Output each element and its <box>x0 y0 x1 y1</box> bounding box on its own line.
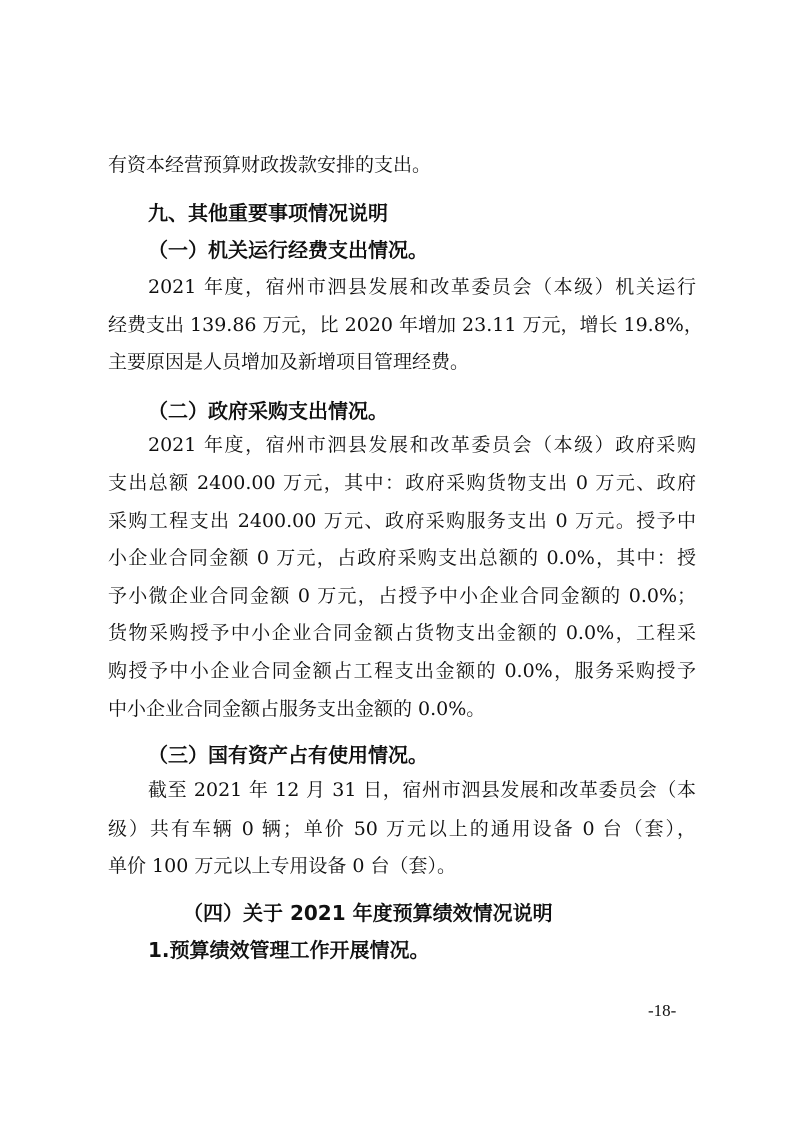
body-line: 主要原因是人员增加及新增项目管理经费。 <box>108 351 470 373</box>
subsection-heading: （一）机关运行经费支出情况。 <box>148 238 428 262</box>
body-line: 购授予中小企业合同金额占工程支出金额的 0.0%，服务采购授予 <box>108 660 696 682</box>
body-line: 有资本经营预算财政拨款安排的支出。 <box>108 154 432 176</box>
subsection-heading: （四）关于 2021 年度预算绩效情况说明 <box>183 901 553 925</box>
body-line: 经费支出 139.86 万元，比 2020 年增加 23.11 万元，增长 19.8%， <box>108 314 703 336</box>
subsection-heading: （三）国有资产占有使用情况。 <box>148 743 428 767</box>
body-line: 级）共有车辆 0 辆；单价 50 万元以上的通用设备 0 台（套）， <box>108 818 696 840</box>
body-line: 2021 年度，宿州市泗县发展和改革委员会（本级）政府采购 <box>148 434 696 456</box>
body-line: 单价 100 万元以上专用设备 0 台（套）。 <box>108 855 457 877</box>
body-line: 中小企业合同金额占服务支出金额的 0.0%。 <box>108 698 486 720</box>
body-line: 货物采购授予中小企业合同金额占货物支出金额的 0.0%，工程采 <box>108 622 696 644</box>
body-line: 支出总额 2400.00 万元，其中：政府采购货物支出 0 万元、政府 <box>108 472 696 494</box>
section-heading: 九、其他重要事项情况说明 <box>148 201 388 225</box>
body-line: 小企业合同金额 0 万元，占政府采购支出总额的 0.0%，其中：授 <box>108 547 696 569</box>
body-line: 截至 2021 年 12 月 31 日，宿州市泗县发展和改革委员会（本 <box>148 779 696 801</box>
body-line: 2021 年度，宿州市泗县发展和改革委员会（本级）机关运行 <box>148 276 696 298</box>
subsection-heading: （二）政府采购支出情况。 <box>148 399 388 423</box>
subsection-heading: 1.预算绩效管理工作开展情况。 <box>148 938 430 962</box>
body-line: 采购工程支出 2400.00 万元、政府采购服务支出 0 万元。授予中 <box>108 510 696 532</box>
body-line: 予小微企业合同金额 0 万元，占授予中小企业合同金额的 0.0%； <box>108 585 696 607</box>
page-number: -18- <box>648 1001 677 1020</box>
